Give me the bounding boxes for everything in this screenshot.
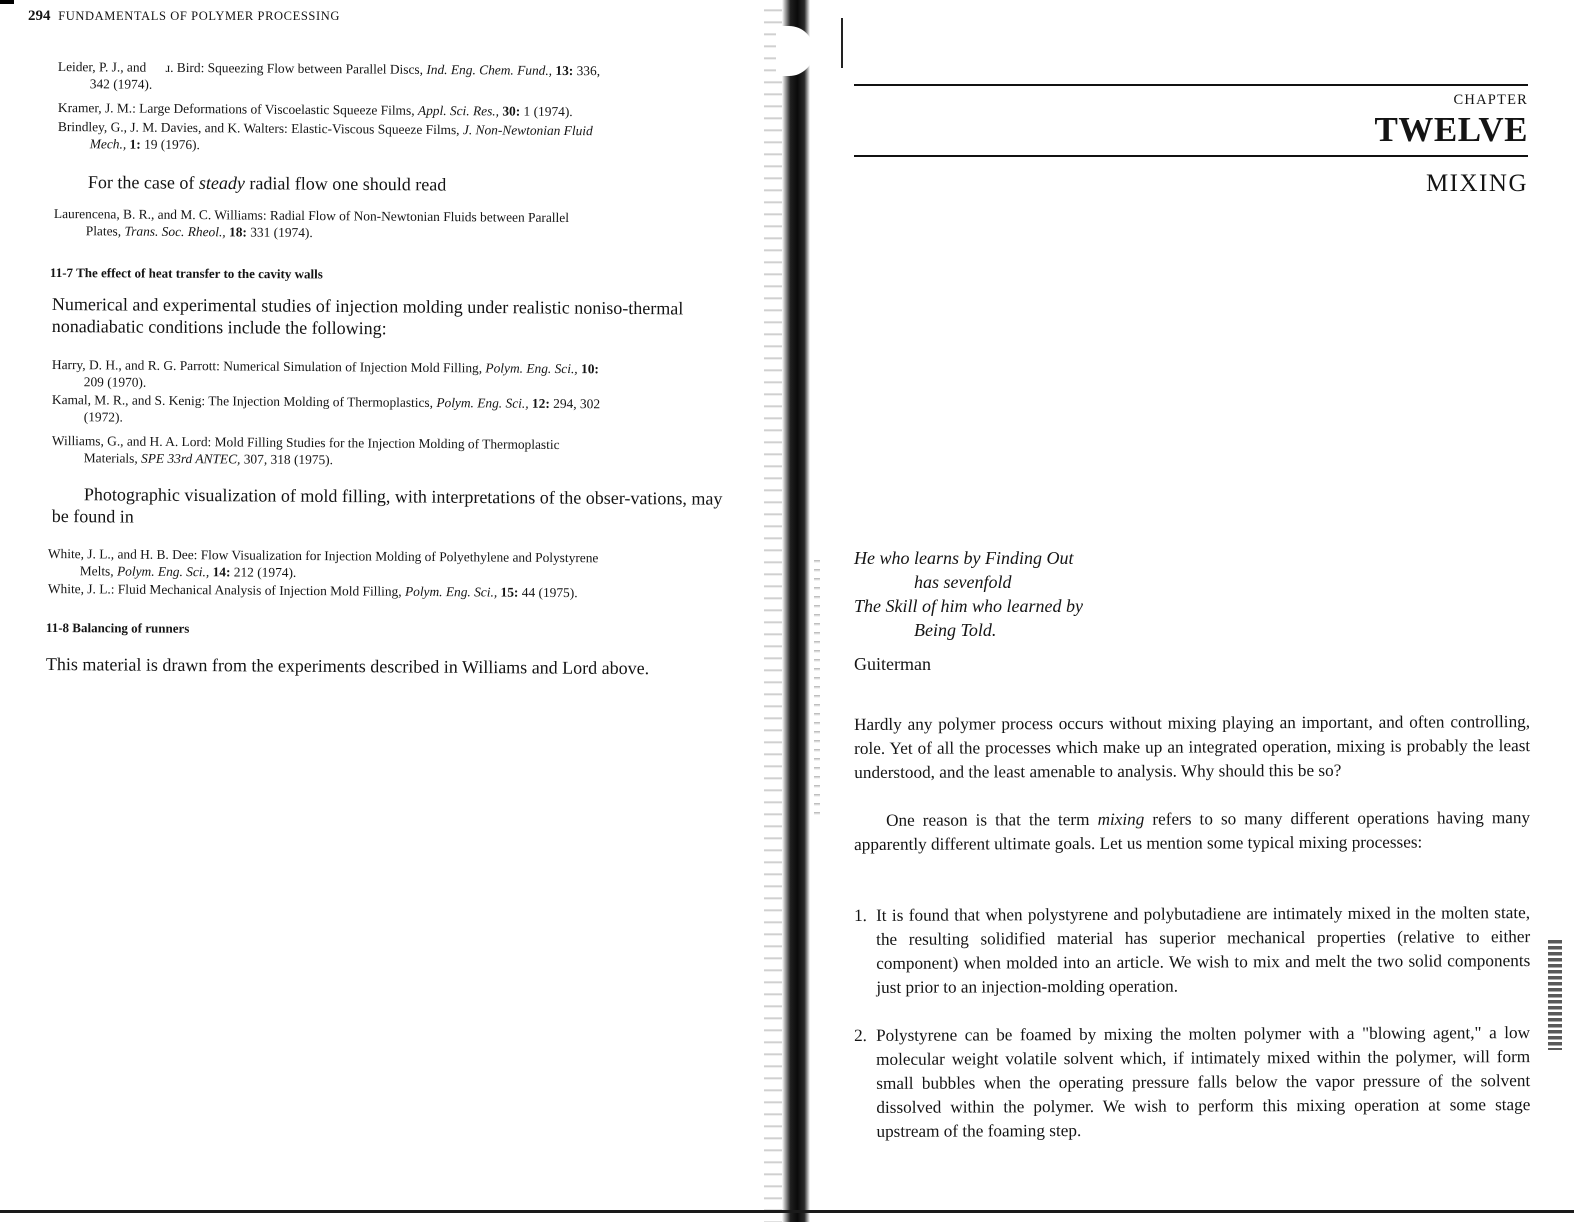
book-spine-shadow bbox=[782, 0, 810, 1222]
ref-authors: Leider, P. J., and bbox=[57, 58, 147, 75]
chapter-number: TWELVE bbox=[1374, 110, 1528, 149]
text-run: One reason is that the term bbox=[886, 809, 1090, 830]
ref-authors: White, J. L.: Fluid Mechanical Analysis of Injection Mold Filling, bbox=[47, 580, 402, 599]
chapter-rule-top bbox=[854, 84, 1528, 86]
ref-authors: Laurencena, B. R., and M. C. Williams: Radial Flow of Non-Newtonian Fluids between Parallel bbox=[53, 205, 570, 226]
ref-volume: 13: bbox=[555, 62, 574, 79]
list-number: 2. bbox=[854, 1025, 867, 1045]
list-item-1 bbox=[854, 901, 1530, 1000]
paragraph-intro: Hardly any polymer process occurs without mixing playing an important, and often controlling, role. Yet of all the processes which make up an integrated operation, mixing is probably the least understood, and the least amenable to analysis. Why should this be so? bbox=[854, 712, 1531, 782]
ref-journal-cont: Mech., bbox=[89, 136, 127, 152]
ref-pages: 212 (1974). bbox=[233, 564, 297, 580]
chapter-rule-bottom bbox=[854, 155, 1528, 157]
ref-journal: Ind. Eng. Chem. Fund., bbox=[426, 61, 553, 78]
ref-journal: Appl. Sci. Res., bbox=[417, 102, 500, 119]
ref-volume: 30: bbox=[502, 103, 521, 119]
gutter-speckle bbox=[814, 560, 820, 820]
list-number: 1. bbox=[854, 905, 867, 925]
page-gutter-shadow bbox=[764, 0, 782, 1222]
epigraph-line-2: has sevenfold bbox=[914, 572, 1012, 592]
ref-volume: 10: bbox=[580, 361, 599, 377]
reference-leider bbox=[58, 58, 740, 97]
ref-continuation: (1972). bbox=[83, 409, 123, 425]
ref-authors: White, J. L., and H. B. Dee: Flow Visualization for Injection Molding of Polyethylene and Polystyrene bbox=[47, 545, 599, 566]
ref-pages: 331 (1974). bbox=[250, 224, 313, 241]
ref-pages: 1 (1974). bbox=[523, 103, 573, 120]
reference-harry bbox=[52, 356, 740, 395]
ref-journal: Polym. Eng. Sci., bbox=[404, 583, 498, 600]
section-heading-11-7: 11-7 The effect of heat transfer to the cavity walls bbox=[49, 265, 323, 282]
ref-volume: 15: bbox=[500, 584, 519, 600]
running-head-title: FUNDAMENTALS OF POLYMER PROCESSING bbox=[58, 9, 340, 23]
page-number: 294 bbox=[28, 8, 51, 24]
reference-laurencena bbox=[54, 205, 742, 244]
right-page bbox=[830, 0, 1574, 1222]
ref-authors: Kramer, J. M.: Large Deformations of Viscoelastic Squeeze Films, bbox=[57, 99, 415, 118]
ref-authors: Brindley, G., J. M. Davies, and K. Walters: Elastic-Viscous Squeeze Films, bbox=[57, 118, 460, 138]
ref-continuation: 342 (1974). bbox=[89, 76, 153, 92]
list-text: It is found that when polystyrene and polybutadiene are intimately mixed in the molten state, the resulting solidified material has superior mechanical properties (relative to either component) when molded into an article. We wish to mix and melt the two solid components just prior to an injection-molding operation. bbox=[876, 903, 1531, 997]
paragraph-photographic-visualization: Photographic visualization of mold filling, with interpretations of the obser-vations, may be found in bbox=[51, 484, 723, 527]
reference-williams-lord bbox=[52, 432, 740, 471]
page-edge-mark bbox=[1548, 940, 1562, 1050]
emphasis: steady bbox=[198, 172, 245, 194]
ref-pages: 294, 302 bbox=[553, 395, 601, 412]
ref-journal: Polym. Eng. Sci., bbox=[485, 360, 578, 377]
list-text: Polystyrene can be foamed by mixing the molten polymer with a "blowing agent," a low molecular weight volatile solvent which, if intimately mixed within the polymer, will form small bubbles when the operating pressure falls below the vapor pressure of the solvent dissolved within the polymer. We wish to perform this mixing operation at some stage upstream of the foaming step. bbox=[876, 1023, 1531, 1141]
epigraph-line-3: The Skill of him who learned by bbox=[854, 596, 1083, 616]
ref-journal: J. Non-Newtonian Fluid bbox=[462, 122, 593, 139]
ref-journal: Polym. Eng. Sci., bbox=[436, 395, 529, 411]
ref-authors: Kamal, M. R., and S. Kenig: The Injection Molding of Thermoplastics, bbox=[51, 391, 434, 410]
ref-pages: 336, bbox=[576, 63, 601, 79]
scan-bottom-edge bbox=[0, 1210, 1574, 1213]
ref-authors: Williams, G., and H. A. Lord: Mold Filling Studies for the Injection Molding of Thermoplastic bbox=[51, 432, 560, 452]
ref-volume: 14: bbox=[212, 564, 231, 580]
ref-continuation: Materials, bbox=[83, 450, 138, 466]
section-heading-11-8: 11-8 Balancing of runners bbox=[45, 620, 190, 636]
chapter-title: MIXING bbox=[1425, 170, 1528, 197]
epigraph-attribution: Guiterman bbox=[854, 654, 931, 674]
chapter-label: CHAPTER bbox=[1453, 92, 1528, 108]
running-head bbox=[28, 8, 340, 25]
epigraph-line-4: Being Told. bbox=[914, 620, 997, 640]
ref-authors: Harry, D. H., and R. G. Parrott: Numerical Simulation of Injection Mold Filling, bbox=[51, 356, 483, 376]
paragraph-balancing: This material is drawn from the experiments described in Williams and Lord above. bbox=[45, 654, 650, 679]
paragraph-mixing-reason bbox=[854, 806, 1530, 857]
ref-volume: 1: bbox=[129, 136, 141, 152]
emphasis: mixing bbox=[1097, 809, 1145, 829]
text-run: radial flow one should read bbox=[249, 173, 447, 195]
paragraph-steady-flow bbox=[88, 172, 738, 198]
paragraph-numerical-studies: Numerical and experimental studies of injection molding under realistic noniso-thermal nonadiabatic conditions include the following: bbox=[51, 294, 684, 338]
ref-volume: 18: bbox=[228, 224, 247, 240]
left-page bbox=[0, 0, 760, 1222]
text-run: For the case of bbox=[87, 172, 195, 193]
ref-journal: SPE 33rd ANTEC, bbox=[141, 450, 241, 467]
reference-kamal bbox=[52, 391, 740, 430]
list-item-2 bbox=[854, 1021, 1531, 1144]
text-run: refers to so many different operations having many apparently different ultimate goals. Let us mention some typical mixing processes: bbox=[854, 808, 1531, 854]
ref-continuation: 209 (1970). bbox=[83, 374, 147, 390]
ref-volume: 12: bbox=[531, 395, 550, 411]
ref-journal: Polym. Eng. Sci., bbox=[116, 563, 210, 580]
epigraph-line-1: He who learns by Finding Out bbox=[854, 548, 1074, 568]
reference-white-dee bbox=[48, 545, 742, 584]
ref-title: ɹ. Bird: Squeezing Flow between Parallel Discs, bbox=[165, 59, 424, 77]
ref-pages: 19 (1976). bbox=[144, 136, 200, 153]
ref-continuation: Melts, bbox=[79, 563, 114, 579]
ref-continuation: Plates, bbox=[85, 223, 122, 239]
ref-journal: Trans. Soc. Rheol., bbox=[124, 223, 226, 240]
ref-pages: 44 (1975). bbox=[521, 584, 578, 601]
reference-brindley bbox=[58, 118, 740, 157]
ref-pages: 307, 318 (1975). bbox=[243, 451, 334, 468]
